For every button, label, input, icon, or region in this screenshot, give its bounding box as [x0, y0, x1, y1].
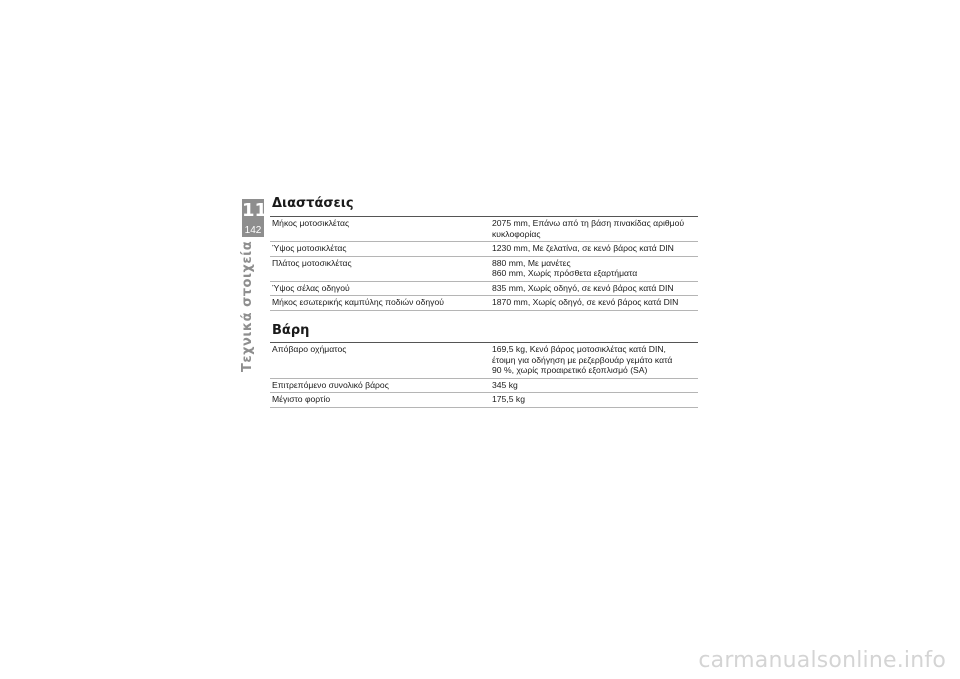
value-line: 1230 mm, Με ζελατίνα, σε κενό βάρος κατά DIN	[492, 243, 674, 253]
section-title-weights: Βάρη	[272, 323, 310, 338]
dimensions-table	[270, 216, 698, 311]
table-row	[270, 378, 698, 393]
value-line: 1870 mm, Χωρίς οδηγό, σε κενό βάρος κατά DIN	[492, 297, 679, 307]
chapter-number: 11	[242, 200, 268, 221]
value-line: 860 mm, Χωρίς πρόσθετα εξαρτήματα	[492, 268, 638, 278]
row-label: Μέγιστο φορτίο	[270, 393, 490, 408]
table-row	[270, 343, 698, 379]
table-row	[270, 256, 698, 281]
value-line: 880 mm, Με μανέτες	[492, 257, 571, 268]
row-label: Μήκος μοτοσικλέτας	[270, 217, 490, 242]
table-row	[270, 296, 698, 311]
weights-table	[270, 342, 698, 408]
value-line: 2075 mm, Επάνω από τη βάση πινακίδας αριθμού	[492, 218, 685, 228]
row-value	[490, 242, 698, 257]
value-line: 90 %, χωρίς προαιρετικό εξοπλισμό (SA)	[492, 365, 648, 375]
row-value	[490, 281, 698, 296]
row-label: Μήκος εσωτερικής καμπύλης ποδιών οδηγού	[270, 296, 490, 311]
row-value	[490, 343, 698, 379]
row-value	[490, 393, 698, 408]
row-label: Επιτρεπόμενο συνολικό βάρος	[270, 378, 490, 393]
watermark: carmanualsonline.info	[698, 648, 946, 673]
value-line: κυκλοφορίας	[492, 228, 541, 239]
page-number: 142	[244, 225, 262, 236]
row-value	[490, 378, 698, 393]
row-label: Ύψος μοτοσικλέτας	[270, 242, 490, 257]
section-title-dimensions: Διαστάσεις	[272, 196, 354, 211]
table-row	[270, 242, 698, 257]
row-label: Ύψος σέλας οδηγού	[270, 281, 490, 296]
value-line: 175,5 kg	[492, 394, 525, 404]
row-value	[490, 217, 698, 242]
value-line: έτοιμη για οδήγηση με ρεζερβουάρ γεμάτο κατά	[492, 354, 673, 365]
table-row	[270, 217, 698, 242]
table-row	[270, 393, 698, 408]
row-value	[490, 296, 698, 311]
row-value	[490, 256, 698, 281]
value-line: 169,5 kg, Κενό βάρος μοτοσικλέτας κατά DIN,	[492, 344, 666, 354]
row-label: Απόβαρο οχήματος	[270, 343, 490, 379]
row-label: Πλάτος μοτοσικλέτας	[270, 256, 490, 281]
table-row	[270, 281, 698, 296]
value-line: 345 kg	[492, 379, 518, 390]
chapter-title-vertical: Τεχνικά στοιχεία	[240, 240, 255, 372]
value-line: 835 mm, Χωρίς οδηγό, σε κενό βάρος κατά DIN	[492, 282, 674, 293]
